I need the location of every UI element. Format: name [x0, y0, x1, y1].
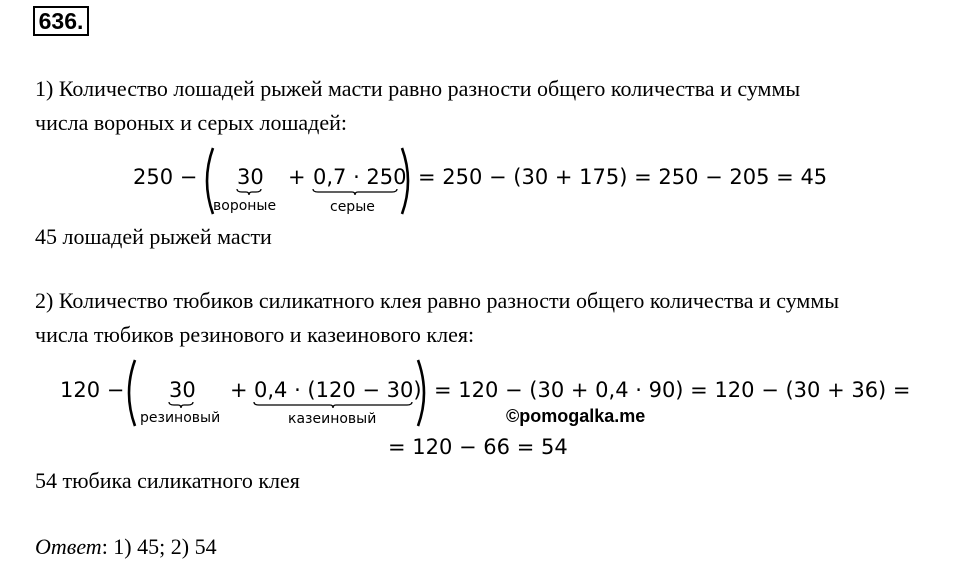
eq1-label-crows: вороные — [213, 198, 277, 214]
eq2-label-casein: казеиновый — [288, 411, 377, 427]
eq2-term-casein: 0,4 · (120 − 30) — [254, 378, 422, 402]
part1-line2: числа вороных и серых лошадей: — [35, 110, 348, 135]
problem-number: 636. — [33, 6, 89, 36]
part2-result: 54 тюбика силикатного клея — [35, 468, 300, 493]
eq1-plus: + — [288, 165, 306, 189]
eq2-left-paren — [122, 358, 138, 428]
part1-line1: 1) Количество лошадей рыжей масти равно разности общего количества и суммы — [35, 76, 801, 101]
part2-line1: 2) Количество тюбиков силикатного клея равно разности общего количества и суммы — [35, 288, 840, 313]
eq2-continuation: = 120 − 66 = 54 — [388, 435, 568, 459]
eq2-lead: 120 − — [60, 378, 125, 402]
answer-text: : 1) 45; 2) 54 — [101, 534, 217, 559]
eq2-rest: = 120 − (30 + 0,4 · 90) = 120 − (30 + 36) = — [434, 378, 911, 402]
answer — [35, 534, 217, 560]
eq1-term-crows: 30 — [237, 165, 264, 189]
eq1-term-grey: 0,7 · 250 — [313, 165, 407, 189]
answer-label: Ответ — [35, 534, 102, 559]
eq2-underbrace-casein — [253, 401, 413, 409]
eq2-right-paren — [415, 358, 431, 428]
watermark: ©pomogalka.me — [506, 406, 646, 426]
eq2-term-rubber: 30 — [169, 378, 196, 402]
eq1-underbrace-grey — [312, 188, 398, 196]
eq1-underbrace-crows — [236, 188, 262, 196]
eq1-rest: = 250 − (30 + 175) = 250 − 205 = 45 — [418, 165, 828, 189]
eq1-lead: 250 − — [133, 165, 198, 189]
eq2-label-rubber: резиновый — [140, 410, 221, 426]
part2-line2: числа тюбиков резинового и казеинового клея: — [35, 322, 475, 347]
eq1-right-paren — [399, 146, 415, 216]
eq2-underbrace-rubber — [168, 401, 194, 409]
part1-result: 45 лошадей рыжей масти — [35, 224, 272, 249]
eq2-plus: + — [230, 378, 248, 402]
eq1-label-grey: серые — [330, 199, 375, 215]
